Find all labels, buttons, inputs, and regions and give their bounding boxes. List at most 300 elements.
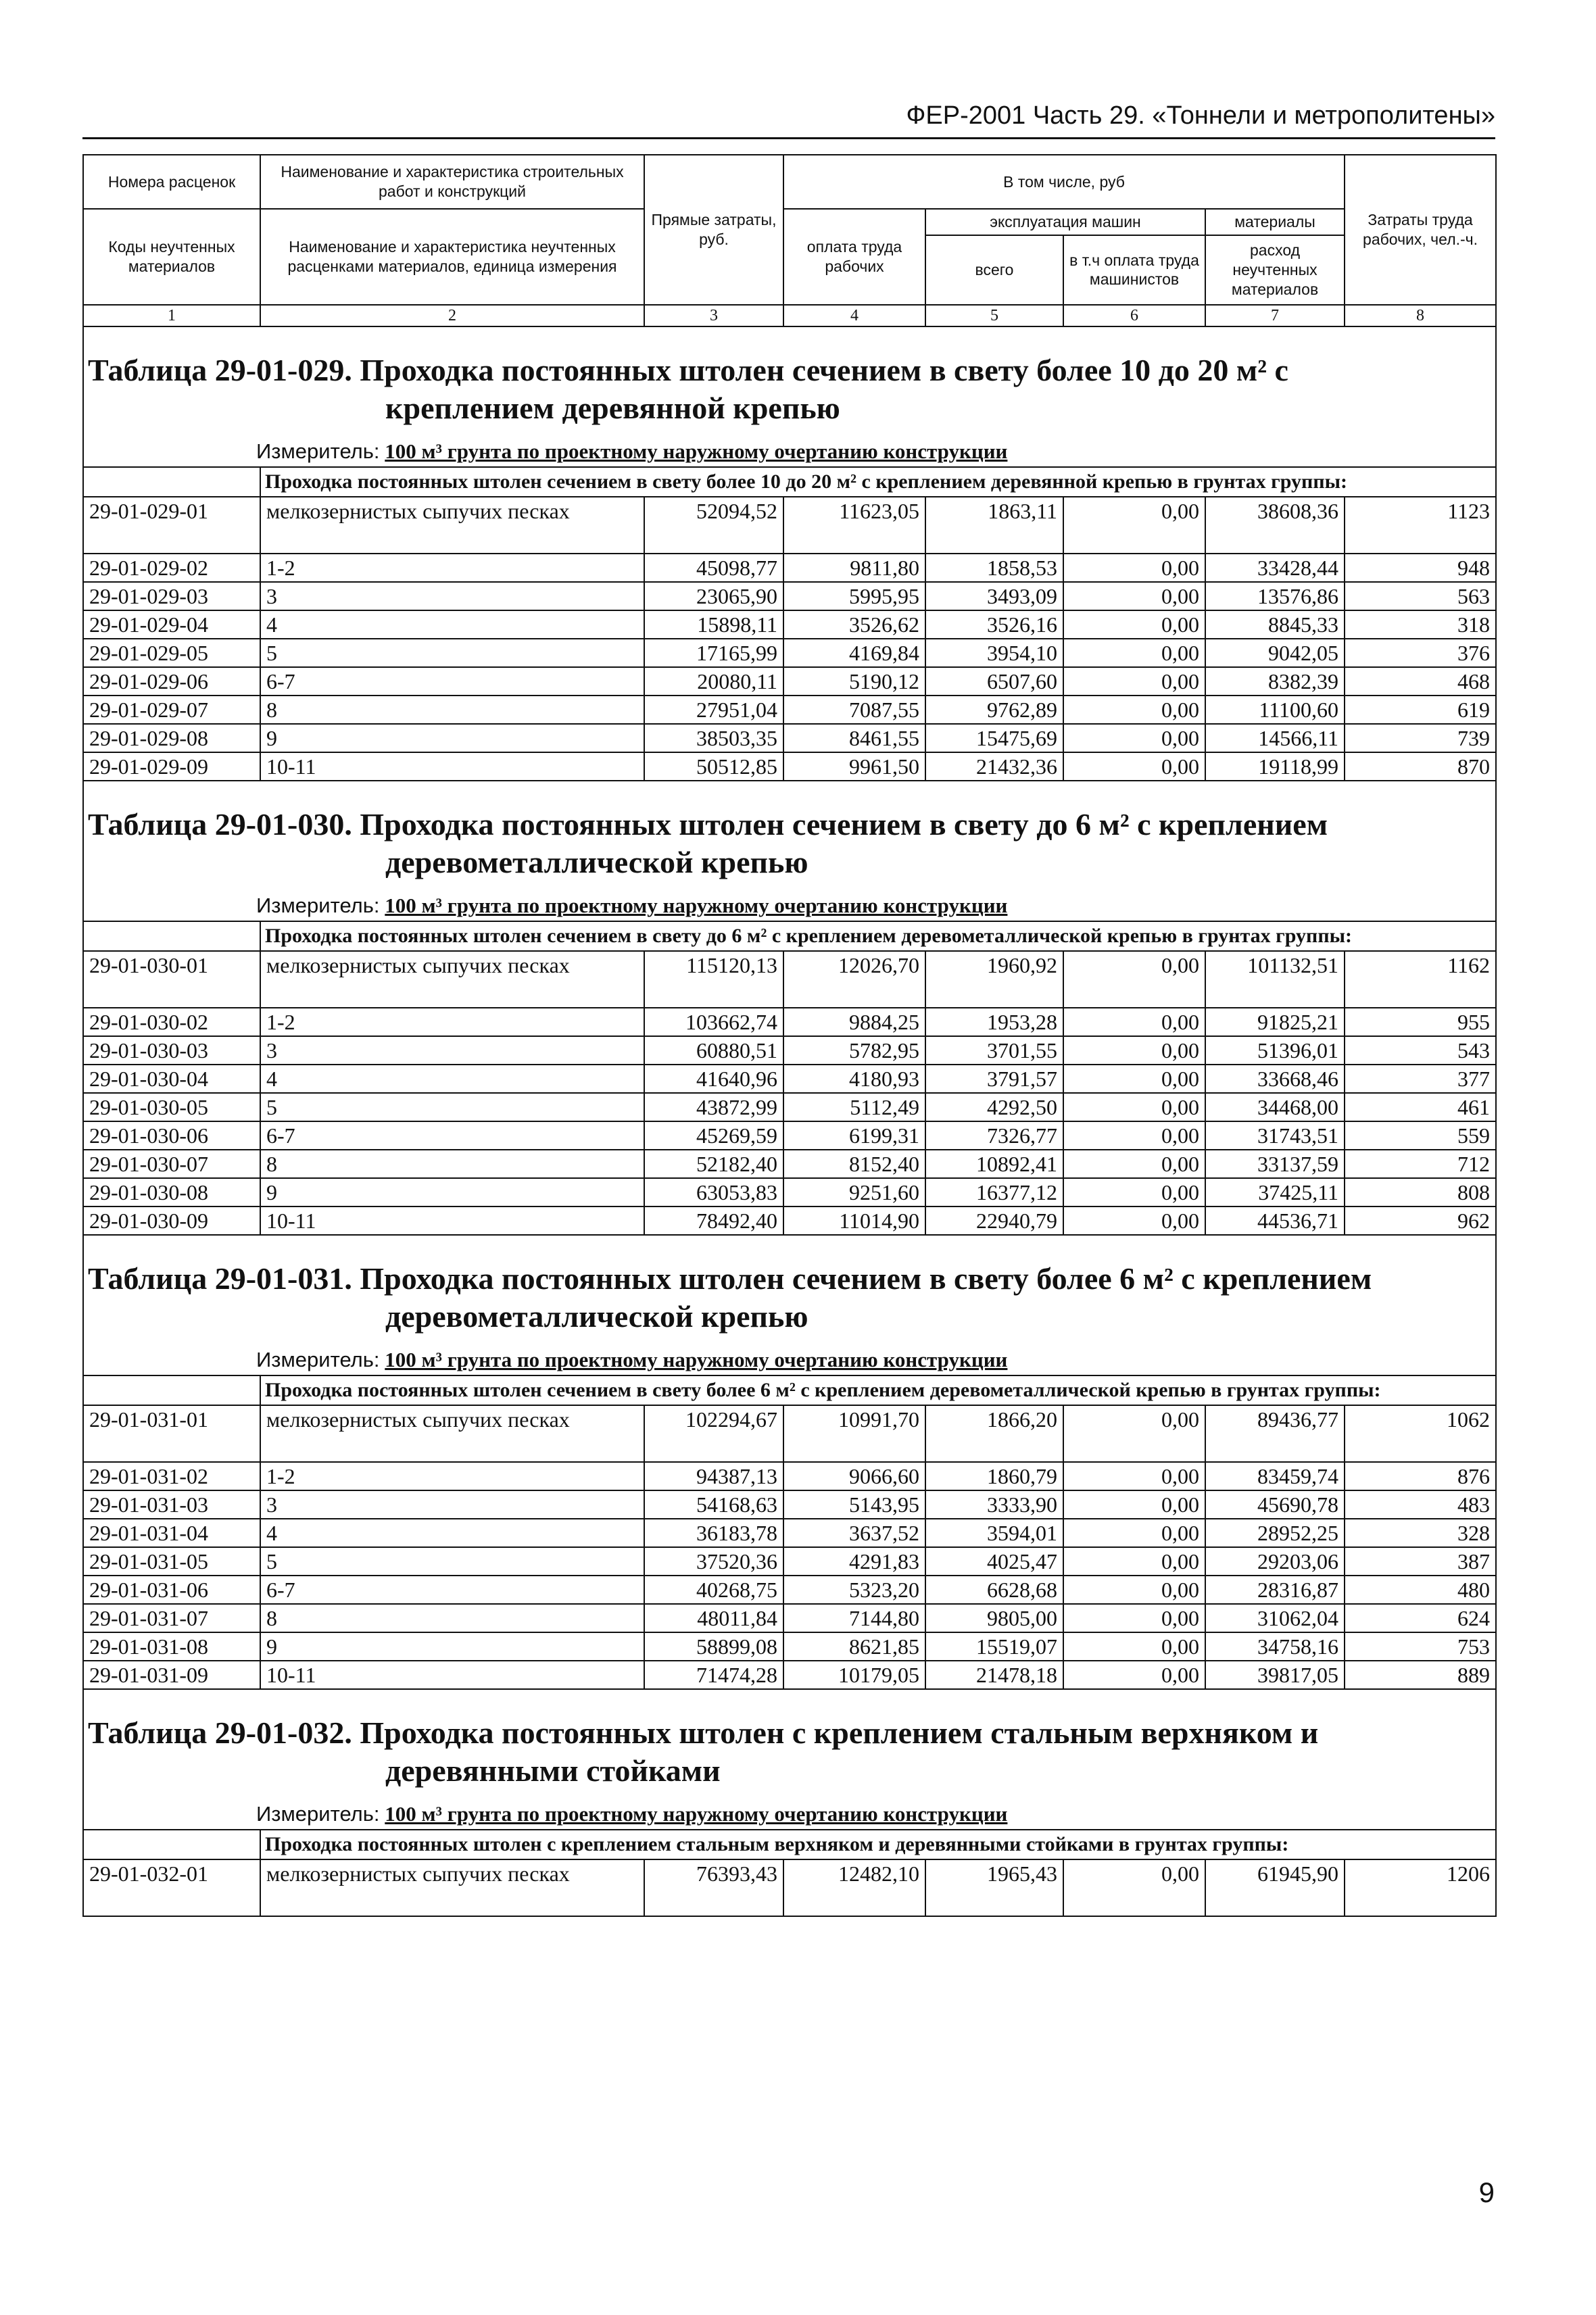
section-title-line1: Проходка постоянных штолен сечением в свету более 6 м² с креплением <box>360 1261 1372 1296</box>
cell-col3: 63053,83 <box>644 1178 783 1207</box>
cell-col7: 34468,00 <box>1205 1093 1345 1121</box>
cell-code: 29-01-029-02 <box>83 554 260 582</box>
section-title-row <box>83 781 1496 888</box>
group-row <box>83 1375 1496 1405</box>
cell-col5: 4292,50 <box>925 1093 1063 1121</box>
cell-col6: 0,00 <box>1063 497 1205 554</box>
cell-col8: 483 <box>1345 1490 1496 1519</box>
cell-col4: 9811,80 <box>783 554 925 582</box>
cell-col4: 6199,31 <box>783 1121 925 1150</box>
cell-col7: 101132,51 <box>1205 951 1345 1008</box>
cell-code: 29-01-029-09 <box>83 752 260 781</box>
cell-col7: 33428,44 <box>1205 554 1345 582</box>
cell-col8: 480 <box>1345 1576 1496 1604</box>
cell-name: 6-7 <box>260 1121 644 1150</box>
group-row <box>83 921 1496 951</box>
section-title-number: Таблица 29-01-029. <box>88 353 352 387</box>
cell-col6: 0,00 <box>1063 667 1205 696</box>
cell-col8: 1162 <box>1345 951 1496 1008</box>
cell-col4: 9961,50 <box>783 752 925 781</box>
col-num: 2 <box>260 305 644 326</box>
cell-col8: 1206 <box>1345 1859 1496 1916</box>
cell-col3: 50512,85 <box>644 752 783 781</box>
cell-code: 29-01-029-08 <box>83 724 260 752</box>
cell-col4: 8461,55 <box>783 724 925 752</box>
cell-name: 6-7 <box>260 1576 644 1604</box>
cell-code: 29-01-029-06 <box>83 667 260 696</box>
cell-col4: 9884,25 <box>783 1008 925 1036</box>
cell-code: 29-01-030-04 <box>83 1065 260 1093</box>
cell-col3: 71474,28 <box>644 1661 783 1689</box>
cell-code: 29-01-029-07 <box>83 696 260 724</box>
cell-col5: 3954,10 <box>925 639 1063 667</box>
cell-col4: 8621,85 <box>783 1632 925 1661</box>
group-row <box>83 1830 1496 1859</box>
table-row <box>83 1405 1496 1462</box>
cell-col4: 7144,80 <box>783 1604 925 1632</box>
cell-name: 4 <box>260 610 644 639</box>
cell-col4: 12026,70 <box>783 951 925 1008</box>
table-row <box>83 554 1496 582</box>
column-numbers <box>83 305 1496 326</box>
cell-col4: 5323,20 <box>783 1576 925 1604</box>
cell-col6: 0,00 <box>1063 1661 1205 1689</box>
meter-text: 100 м³ грунта по проектному наружному очертанию конструкции <box>385 1348 1008 1371</box>
cell-col7: 33668,46 <box>1205 1065 1345 1093</box>
meter-row <box>83 888 1496 921</box>
cell-name: 10-11 <box>260 1207 644 1235</box>
cell-col7: 38608,36 <box>1205 497 1345 554</box>
cell-col3: 48011,84 <box>644 1604 783 1632</box>
cell-col6: 0,00 <box>1063 1405 1205 1462</box>
cell-col6: 0,00 <box>1063 724 1205 752</box>
cell-col8: 739 <box>1345 724 1496 752</box>
cell-col4: 12482,10 <box>783 1859 925 1916</box>
cell-col6: 0,00 <box>1063 1207 1205 1235</box>
cell-col3: 23065,90 <box>644 582 783 610</box>
table-row <box>83 582 1496 610</box>
cell-col5: 3791,57 <box>925 1065 1063 1093</box>
cell-col3: 36183,78 <box>644 1519 783 1547</box>
table-row <box>83 639 1496 667</box>
cell-col3: 17165,99 <box>644 639 783 667</box>
header-machines-total: всего <box>925 235 1063 305</box>
col-num: 5 <box>925 305 1063 326</box>
cell-col6: 0,00 <box>1063 1519 1205 1547</box>
cell-col6: 0,00 <box>1063 1490 1205 1519</box>
header-in-that: В том числе, руб <box>783 155 1345 209</box>
cell-name: 10-11 <box>260 1661 644 1689</box>
cell-col3: 40268,75 <box>644 1576 783 1604</box>
cell-col4: 5143,95 <box>783 1490 925 1519</box>
group-empty-cell <box>83 467 260 497</box>
group-caption: Проходка постоянных штолен с креплением стальным верхняком и деревянными стойками в грунтах группы: <box>260 1830 1496 1859</box>
cell-col5: 21478,18 <box>925 1661 1063 1689</box>
header-materials: материалы <box>1205 209 1345 235</box>
cell-col8: 543 <box>1345 1036 1496 1065</box>
cell-code: 29-01-029-04 <box>83 610 260 639</box>
table-row <box>83 667 1496 696</box>
cell-code: 29-01-029-03 <box>83 582 260 610</box>
cell-col5: 6507,60 <box>925 667 1063 696</box>
cell-col5: 1863,11 <box>925 497 1063 554</box>
section-title-row <box>83 326 1496 434</box>
header-unaccounted: расход неучтенных материалов <box>1205 235 1345 305</box>
cell-col6: 0,00 <box>1063 1065 1205 1093</box>
cell-col5: 1960,92 <box>925 951 1063 1008</box>
table-row <box>83 1093 1496 1121</box>
cell-col7: 44536,71 <box>1205 1207 1345 1235</box>
cell-col4: 5995,95 <box>783 582 925 610</box>
cell-code: 29-01-031-02 <box>83 1462 260 1490</box>
cell-col6: 0,00 <box>1063 752 1205 781</box>
cell-col3: 15898,11 <box>644 610 783 639</box>
cell-col7: 19118,99 <box>1205 752 1345 781</box>
cell-name: 9 <box>260 1178 644 1207</box>
cell-col3: 38503,35 <box>644 724 783 752</box>
section-title-line2: креплением деревянной крепью <box>385 391 840 425</box>
cell-col7: 29203,06 <box>1205 1547 1345 1576</box>
section-title-number: Таблица 29-01-032. <box>88 1715 352 1750</box>
table-row <box>83 724 1496 752</box>
col-num: 6 <box>1063 305 1205 326</box>
meter-row <box>83 1342 1496 1375</box>
cell-name: мелкозернистых сыпучих песках <box>260 497 644 554</box>
cell-col4: 9251,60 <box>783 1178 925 1207</box>
cell-col3: 41640,96 <box>644 1065 783 1093</box>
cell-col8: 318 <box>1345 610 1496 639</box>
cell-col5: 9762,89 <box>925 696 1063 724</box>
cell-col5: 1965,43 <box>925 1859 1063 1916</box>
cell-code: 29-01-031-07 <box>83 1604 260 1632</box>
col-num: 7 <box>1205 305 1345 326</box>
group-caption: Проходка постоянных штолен сечением в свету более 10 до 20 м² с креплением деревянной крепью в грунтах группы: <box>260 467 1496 497</box>
cell-col5: 1858,53 <box>925 554 1063 582</box>
cell-col6: 0,00 <box>1063 696 1205 724</box>
cell-name: 5 <box>260 639 644 667</box>
cell-col6: 0,00 <box>1063 1008 1205 1036</box>
cell-col8: 712 <box>1345 1150 1496 1178</box>
cell-col6: 0,00 <box>1063 1121 1205 1150</box>
cell-col8: 624 <box>1345 1604 1496 1632</box>
cell-col8: 619 <box>1345 696 1496 724</box>
cell-code: 29-01-031-04 <box>83 1519 260 1547</box>
table-row <box>83 1207 1496 1235</box>
cell-col7: 13576,86 <box>1205 582 1345 610</box>
cell-col7: 11100,60 <box>1205 696 1345 724</box>
table-row <box>83 497 1496 554</box>
cell-name: 6-7 <box>260 667 644 696</box>
cell-col8: 328 <box>1345 1519 1496 1547</box>
group-empty-cell <box>83 1830 260 1859</box>
cell-col8: 376 <box>1345 639 1496 667</box>
rates-table <box>82 154 1497 1917</box>
cell-col6: 0,00 <box>1063 1150 1205 1178</box>
cell-col3: 37520,36 <box>644 1547 783 1576</box>
table-row <box>83 951 1496 1008</box>
cell-col4: 3637,52 <box>783 1519 925 1547</box>
running-head: ФЕР-2001 Часть 29. «Тоннели и метрополитены» <box>82 101 1495 139</box>
cell-code: 29-01-031-09 <box>83 1661 260 1689</box>
table-sections <box>83 326 1496 1916</box>
cell-col3: 20080,11 <box>644 667 783 696</box>
cell-name: 8 <box>260 1150 644 1178</box>
cell-col8: 563 <box>1345 582 1496 610</box>
cell-col3: 76393,43 <box>644 1859 783 1916</box>
cell-col5: 3526,16 <box>925 610 1063 639</box>
cell-col4: 9066,60 <box>783 1462 925 1490</box>
cell-name: мелкозернистых сыпучих песках <box>260 1859 644 1916</box>
table-row <box>83 1036 1496 1065</box>
cell-col7: 8382,39 <box>1205 667 1345 696</box>
cell-col4: 5190,12 <box>783 667 925 696</box>
cell-col7: 45690,78 <box>1205 1490 1345 1519</box>
cell-col6: 0,00 <box>1063 1632 1205 1661</box>
cell-name: мелкозернистых сыпучих песках <box>260 951 644 1008</box>
table-row <box>83 1859 1496 1916</box>
cell-col6: 0,00 <box>1063 610 1205 639</box>
cell-col6: 0,00 <box>1063 1547 1205 1576</box>
section-title-number: Таблица 29-01-030. <box>88 807 352 842</box>
meter-text: 100 м³ грунта по проектному наружному очертанию конструкции <box>385 894 1008 917</box>
cell-code: 29-01-029-01 <box>83 497 260 554</box>
cell-col5: 22940,79 <box>925 1207 1063 1235</box>
cell-col7: 14566,11 <box>1205 724 1345 752</box>
table-row <box>83 1065 1496 1093</box>
document-page <box>82 101 1495 1917</box>
cell-col3: 58899,08 <box>644 1632 783 1661</box>
table-row <box>83 1519 1496 1547</box>
cell-code: 29-01-030-05 <box>83 1093 260 1121</box>
cell-col7: 28316,87 <box>1205 1576 1345 1604</box>
section-title <box>84 327 1495 434</box>
section-title-number: Таблица 29-01-031. <box>88 1261 352 1296</box>
cell-name: 1-2 <box>260 1462 644 1490</box>
cell-col8: 870 <box>1345 752 1496 781</box>
header-labor-cost: Затраты труда рабочих, чел.-ч. <box>1345 155 1496 305</box>
cell-name: 10-11 <box>260 752 644 781</box>
section-title <box>84 1690 1495 1797</box>
cell-col3: 94387,13 <box>644 1462 783 1490</box>
table-row <box>83 1604 1496 1632</box>
cell-col8: 876 <box>1345 1462 1496 1490</box>
cell-name: 1-2 <box>260 1008 644 1036</box>
cell-col3: 52094,52 <box>644 497 783 554</box>
cell-name: 4 <box>260 1065 644 1093</box>
cell-code: 29-01-030-03 <box>83 1036 260 1065</box>
cell-name: мелкозернистых сыпучих песках <box>260 1405 644 1462</box>
cell-name: 5 <box>260 1547 644 1576</box>
cell-col4: 10179,05 <box>783 1661 925 1689</box>
cell-col7: 83459,74 <box>1205 1462 1345 1490</box>
cell-col7: 37425,11 <box>1205 1178 1345 1207</box>
table-row <box>83 1008 1496 1036</box>
cell-code: 29-01-030-08 <box>83 1178 260 1207</box>
group-row <box>83 467 1496 497</box>
cell-name: 3 <box>260 582 644 610</box>
cell-col3: 45098,77 <box>644 554 783 582</box>
cell-name: 4 <box>260 1519 644 1547</box>
table-row <box>83 1178 1496 1207</box>
cell-col6: 0,00 <box>1063 1604 1205 1632</box>
cell-col7: 39817,05 <box>1205 1661 1345 1689</box>
cell-col8: 559 <box>1345 1121 1496 1150</box>
header-labor-pay: оплата труда рабочих <box>783 209 925 305</box>
cell-code: 29-01-031-03 <box>83 1490 260 1519</box>
cell-col5: 15475,69 <box>925 724 1063 752</box>
meter-label: Измеритель: <box>256 894 380 917</box>
cell-col4: 5112,49 <box>783 1093 925 1121</box>
cell-code: 29-01-031-01 <box>83 1405 260 1462</box>
cell-name: 8 <box>260 696 644 724</box>
cell-col6: 0,00 <box>1063 1462 1205 1490</box>
cell-col4: 5782,95 <box>783 1036 925 1065</box>
cell-col6: 0,00 <box>1063 554 1205 582</box>
table-row <box>83 752 1496 781</box>
table-row <box>83 1661 1496 1689</box>
cell-code: 29-01-029-05 <box>83 639 260 667</box>
cell-col5: 15519,07 <box>925 1632 1063 1661</box>
header-codes-bottom: Коды неучтенных материалов <box>83 209 260 305</box>
cell-name: 1-2 <box>260 554 644 582</box>
cell-col6: 0,00 <box>1063 1178 1205 1207</box>
cell-col7: 89436,77 <box>1205 1405 1345 1462</box>
section-title-line2: деревянными стойками <box>385 1753 721 1788</box>
cell-col4: 7087,55 <box>783 696 925 724</box>
cell-code: 29-01-030-09 <box>83 1207 260 1235</box>
cell-col4: 11623,05 <box>783 497 925 554</box>
cell-col8: 387 <box>1345 1547 1496 1576</box>
cell-col4: 10991,70 <box>783 1405 925 1462</box>
cell-col7: 9042,05 <box>1205 639 1345 667</box>
cell-col4: 11014,90 <box>783 1207 925 1235</box>
meter-text: 100 м³ грунта по проектному наружному очертанию конструкции <box>385 1802 1008 1826</box>
cell-col3: 102294,67 <box>644 1405 783 1462</box>
cell-col3: 103662,74 <box>644 1008 783 1036</box>
cell-col6: 0,00 <box>1063 1576 1205 1604</box>
meter-text: 100 м³ грунта по проектному наружному очертанию конструкции <box>385 439 1008 463</box>
section-title-line1: Проходка постоянных штолен сечением в свету до 6 м² с креплением <box>360 807 1328 842</box>
cell-name: 9 <box>260 1632 644 1661</box>
cell-col8: 461 <box>1345 1093 1496 1121</box>
cell-col3: 27951,04 <box>644 696 783 724</box>
table-row <box>83 610 1496 639</box>
section-title <box>84 781 1495 888</box>
cell-code: 29-01-030-07 <box>83 1150 260 1178</box>
table-row <box>83 696 1496 724</box>
cell-name: 3 <box>260 1490 644 1519</box>
cell-col5: 1866,20 <box>925 1405 1063 1462</box>
table-row <box>83 1547 1496 1576</box>
cell-col3: 52182,40 <box>644 1150 783 1178</box>
col-num: 8 <box>1345 305 1496 326</box>
cell-name: 3 <box>260 1036 644 1065</box>
cell-col6: 0,00 <box>1063 1036 1205 1065</box>
group-caption: Проходка постоянных штолен сечением в свету до 6 м² с креплением деревометаллической крепью в грунтах группы: <box>260 921 1496 951</box>
table-header <box>83 155 1496 305</box>
cell-col7: 28952,25 <box>1205 1519 1345 1547</box>
group-caption: Проходка постоянных штолен сечением в свету более 6 м² с креплением деревометаллической крепью в грунтах группы: <box>260 1375 1496 1405</box>
col-num: 3 <box>644 305 783 326</box>
cell-col8: 948 <box>1345 554 1496 582</box>
cell-col4: 4180,93 <box>783 1065 925 1093</box>
cell-col3: 78492,40 <box>644 1207 783 1235</box>
cell-code: 29-01-031-06 <box>83 1576 260 1604</box>
col-num: 4 <box>783 305 925 326</box>
section-title-row <box>83 1689 1496 1797</box>
cell-col5: 3493,09 <box>925 582 1063 610</box>
cell-col4: 4291,83 <box>783 1547 925 1576</box>
cell-col8: 1062 <box>1345 1405 1496 1462</box>
cell-col5: 1953,28 <box>925 1008 1063 1036</box>
cell-col8: 889 <box>1345 1661 1496 1689</box>
cell-col5: 4025,47 <box>925 1547 1063 1576</box>
cell-col7: 91825,21 <box>1205 1008 1345 1036</box>
header-name-top: Наименование и характеристика строительных работ и конструкций <box>260 155 644 209</box>
cell-col7: 8845,33 <box>1205 610 1345 639</box>
section-title-line2: деревометаллической крепью <box>385 1299 808 1334</box>
header-incl-drivers: в т.ч оплата труда машинистов <box>1063 235 1205 305</box>
cell-col6: 0,00 <box>1063 582 1205 610</box>
section-title-row <box>83 1235 1496 1342</box>
cell-col7: 31062,04 <box>1205 1604 1345 1632</box>
cell-code: 29-01-030-01 <box>83 951 260 1008</box>
cell-col8: 377 <box>1345 1065 1496 1093</box>
cell-col7: 61945,90 <box>1205 1859 1345 1916</box>
header-machines: эксплуатация машин <box>925 209 1205 235</box>
section-title-line2: деревометаллической крепью <box>385 845 808 879</box>
cell-col5: 1860,79 <box>925 1462 1063 1490</box>
cell-code: 29-01-030-06 <box>83 1121 260 1150</box>
cell-code: 29-01-032-01 <box>83 1859 260 1916</box>
cell-name: 8 <box>260 1604 644 1632</box>
cell-code: 29-01-031-05 <box>83 1547 260 1576</box>
table-row <box>83 1576 1496 1604</box>
section-title <box>84 1236 1495 1342</box>
table-row <box>83 1490 1496 1519</box>
cell-col8: 962 <box>1345 1207 1496 1235</box>
col-num: 1 <box>83 305 260 326</box>
meter-label: Измеритель: <box>256 1802 380 1826</box>
cell-col5: 10892,41 <box>925 1150 1063 1178</box>
section-title-line1: Проходка постоянных штолен с креплением стальным верхняком и <box>360 1715 1319 1750</box>
cell-col8: 753 <box>1345 1632 1496 1661</box>
cell-col4: 3526,62 <box>783 610 925 639</box>
meter-label: Измеритель: <box>256 1348 380 1371</box>
cell-col3: 115120,13 <box>644 951 783 1008</box>
cell-col4: 8152,40 <box>783 1150 925 1178</box>
cell-code: 29-01-030-02 <box>83 1008 260 1036</box>
cell-col5: 21432,36 <box>925 752 1063 781</box>
section-title-line1: Проходка постоянных штолен сечением в свету более 10 до 20 м² с <box>360 353 1288 387</box>
cell-col5: 3333,90 <box>925 1490 1063 1519</box>
cell-col5: 16377,12 <box>925 1178 1063 1207</box>
cell-col8: 1123 <box>1345 497 1496 554</box>
cell-name: 5 <box>260 1093 644 1121</box>
cell-col4: 4169,84 <box>783 639 925 667</box>
page-number: 9 <box>1478 2176 1495 2208</box>
cell-col7: 33137,59 <box>1205 1150 1345 1178</box>
group-empty-cell <box>83 921 260 951</box>
header-name-bottom: Наименование и характеристика неучтенных расценками материалов, единица измерения <box>260 209 644 305</box>
cell-col3: 54168,63 <box>644 1490 783 1519</box>
cell-col8: 468 <box>1345 667 1496 696</box>
cell-col6: 0,00 <box>1063 1093 1205 1121</box>
cell-col5: 6628,68 <box>925 1576 1063 1604</box>
header-codes-top: Номера расценок <box>83 155 260 209</box>
meter-row <box>83 434 1496 467</box>
meter-label: Измеритель: <box>256 439 380 463</box>
